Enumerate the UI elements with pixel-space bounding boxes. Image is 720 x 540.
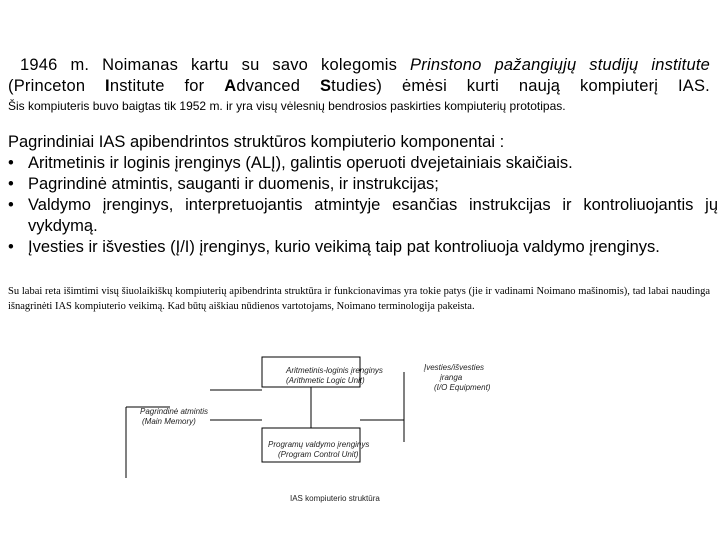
footnote: Su labai reta išimtimi visų šiuolaikiškų kompiuterių apibendrinta struktūra ir funkcionavimas yra tokie patys (jie ir vadinami Noimano mašinomis), tad labai naudinga išnagrinėti IAS kompiuterio veikimą. Kad būtų aiškiau nūdienos vartotojams, Noimano terminologija pakeista. bbox=[8, 286, 710, 312]
control-unit-label-lt: Programų valdymo įrenginys bbox=[268, 440, 370, 449]
components-heading: Pagrindiniai IAS apibendrintos struktūros kompiuterio komponentai : bbox=[8, 133, 505, 151]
acronym-letter-s: S bbox=[319, 77, 332, 95]
acronym-letter-a: A bbox=[224, 77, 237, 95]
bullet-icon: • bbox=[8, 175, 14, 193]
intro-line-1-text: 1946 m. Noimanas kartu su savo kolegomis bbox=[20, 56, 411, 74]
io-label-en: (I/O Equipment) bbox=[434, 383, 491, 392]
bullet-icon: • bbox=[8, 196, 14, 214]
list-item-text: Įvesties ir išvesties (Į/I) įrenginys, kurio veikimą taip pat kontroliuoja valdymo įrenginys. bbox=[28, 238, 660, 256]
intro-line-2-a: (Princeton bbox=[8, 77, 106, 95]
bullet-icon: • bbox=[8, 238, 14, 256]
bullet-icon: • bbox=[8, 154, 14, 172]
control-unit-label-en: (Program Control Unit) bbox=[278, 450, 359, 459]
intro-line-2-b: nstitute for bbox=[109, 77, 225, 95]
diagram-caption: IAS kompiuterio struktūra bbox=[290, 494, 380, 503]
list-item-text: Valdymo įrenginys, interpretuojantis atmintyje esančias instrukcijas ir kontroliuojantis jų vykdymą. bbox=[28, 196, 718, 235]
intro-line-2-c: dvanced bbox=[236, 77, 320, 95]
io-label-lt: Įvesties/išvesties bbox=[424, 363, 485, 372]
intro-line-2-d: tudies) ėmėsi kurti naują kompiuterį IAS. bbox=[331, 77, 710, 95]
alu-label-lt: Aritmetinis-loginis įrenginys bbox=[286, 366, 383, 375]
memory-label-lt: Pagrindinė atmintis bbox=[140, 407, 209, 416]
prototype-note: Šis kompiuteris buvo baigtas tik 1952 m. ir yra visų vėlesnių bendrosios paskirties kompiuterių prototipas. bbox=[8, 99, 566, 113]
memory-label-en: (Main Memory) bbox=[142, 417, 196, 426]
list-item-text: Pagrindinė atmintis, sauganti ir duomenis, ir instrukcijas; bbox=[28, 175, 439, 193]
io-label-sub: įranga bbox=[440, 373, 463, 382]
institute-name-lt: Prinstono pažangiųjų studijų institute bbox=[410, 56, 710, 74]
acronym-letter-i: I bbox=[105, 77, 110, 95]
list-item-text: Aritmetinis ir loginis įrenginys (ALĮ), galintis operuoti dvejetainiais skaičiais. bbox=[28, 154, 573, 172]
alu-label-en: (Arithmetic Logic Unit) bbox=[286, 376, 365, 385]
